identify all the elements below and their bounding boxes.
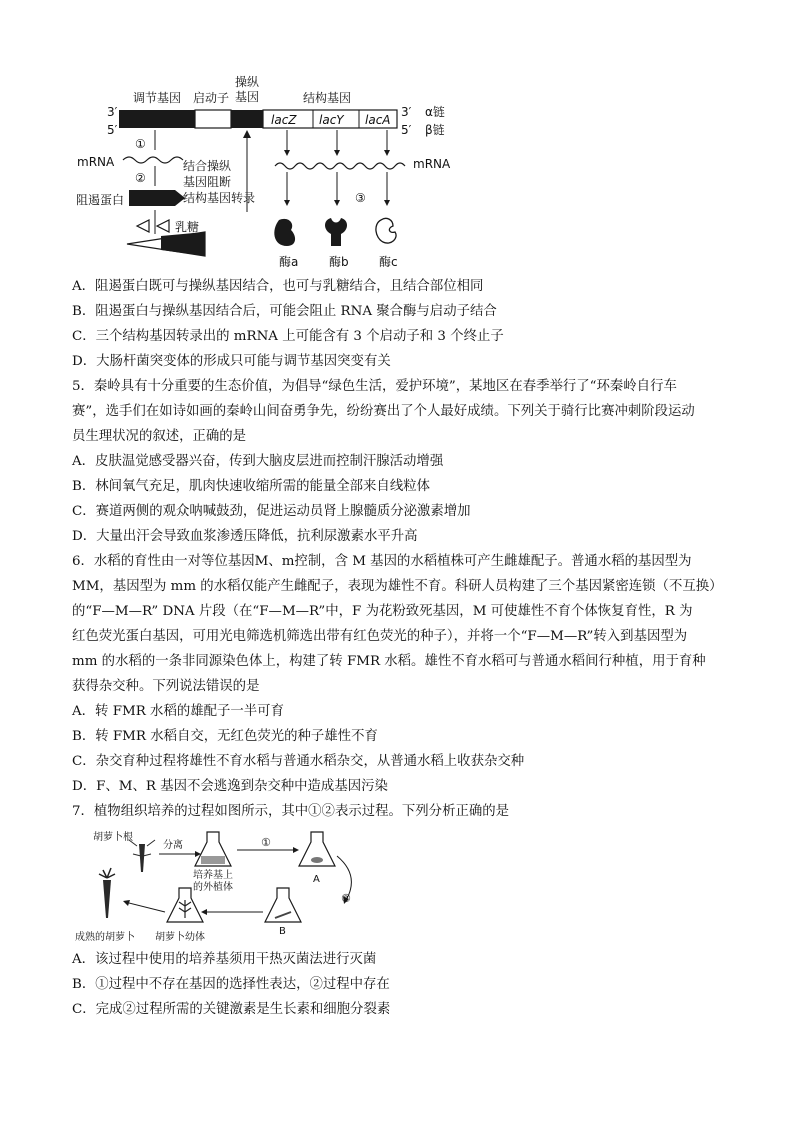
regulator-gene-label: 调节基因 <box>133 91 182 105</box>
q6-stem-line: 的“F—M—R” DNA 片段（在“F—M—R”中，F 为花粉致死基因，M 可使雄性不育个体恢复育性，R 为 <box>72 604 693 619</box>
structural-genes-label: 结构基因 <box>303 91 352 105</box>
enzyme-b-shape <box>325 218 347 246</box>
seedling-label: 胡萝卜幼体 <box>155 932 205 943</box>
repressor-shape <box>129 190 185 206</box>
q4-option-a: A．阻遏蛋白既可与操纵基因结合，也可与乳糖结合，且结合部位相同 <box>72 279 484 294</box>
lacY-label: lacY <box>319 113 344 127</box>
regulator-mrna-label: mRNA <box>77 155 115 169</box>
lac-operon-figure <box>75 74 475 274</box>
flask-b <box>265 888 301 922</box>
q6-option-b: B．转 FMR 水稻自交，无红色荧光的种子雄性不育 <box>72 729 378 744</box>
carrot-root-icon <box>139 844 145 872</box>
blocking-note-2: 基因阻断 <box>183 175 232 189</box>
explant-label-1: 培养基上 <box>193 870 233 881</box>
q6-stem-line: 获得杂交种。下列说法错误的是 <box>72 679 260 694</box>
callus-icon <box>311 857 323 863</box>
left-5prime: 5′ <box>107 123 118 137</box>
blocking-note-3: 结构基因转录 <box>183 191 256 205</box>
separate-label: 分离 <box>163 840 183 851</box>
step-1-marker: ① <box>135 137 146 151</box>
q6-stem-line: MM，基因型为 mm 的水稻仅能产生雌配子，表现为雄性不育。科研人员构建了三个基因紧密连锁（不互换） <box>72 579 723 594</box>
q6-option-c: C．杂交育种过程将雄性不育水稻与普通水稻杂交，从普通水稻上收获杂交种 <box>72 754 525 769</box>
step-3-marker: ③ <box>355 191 366 205</box>
q4-option-b: B．阻遏蛋白与操纵基因结合后，可能会阻止 RNA 聚合酶与启动子结合 <box>72 304 497 319</box>
lactose-icon <box>157 220 169 232</box>
enzyme-c-label: 酶c <box>379 255 398 269</box>
beta-chain-label: β链 <box>425 123 445 137</box>
q7-option-b: B．①过程中不存在基因的选择性表达，②过程中存在 <box>72 977 390 992</box>
q5-stem-line: 员生理状况的叙述，正确的是 <box>72 429 247 444</box>
blocking-note-1: 结合操纵 <box>183 159 232 173</box>
step-1-label: ① <box>261 836 271 849</box>
right-3prime: 3′ <box>401 105 412 119</box>
enzyme-a-shape <box>274 219 295 246</box>
operator-label-2: 基因 <box>235 90 260 104</box>
enzyme-c-shape <box>376 218 396 243</box>
q5-option-a: A．皮肤温觉感受器兴奋，传到大脑皮层进而控制汗腺活动增强 <box>72 454 444 469</box>
q5-stem-line: 5．秦岭具有十分重要的生态价值，为倡导“绿色生活，爱护环境”，某地区在春季举行了“环秦岭自行车 <box>72 379 677 394</box>
q5-stem-line: 赛”，选手们在如诗如画的秦岭山间奋勇争先，纷纷赛出了个人最好成绩。下列关于骑行比赛冲刺阶段运动 <box>72 404 695 419</box>
operator-segment <box>231 110 263 128</box>
regulator-mrna-wave <box>123 157 183 163</box>
operator-label-1: 操纵 <box>235 75 260 89</box>
q5-option-d: D．大量出汗会导致血浆渗透压降低，抗利尿激素水平升高 <box>72 529 418 544</box>
step-2-label: ② <box>341 892 351 905</box>
lactose-label: 乳糖 <box>175 220 200 234</box>
q7-option-c: C．完成②过程所需的关键激素是生长素和细胞分裂素 <box>72 1002 391 1017</box>
q6-stem-line: 6．水稻的育性由一对等位基因M、m控制，含 M 基因的水稻植株可产生雌雄配子。普通水稻的基因型为 <box>72 554 692 569</box>
structural-mrna-wave <box>275 163 405 169</box>
regulator-gene-segment <box>119 110 195 128</box>
mature-carrot-label: 成熟的胡萝卜 <box>75 932 135 943</box>
q4-option-d: D．大肠杆菌突变体的形成只可能与调节基因突变有关 <box>72 354 391 369</box>
q6-stem-line: mm 的水稻的一条非同源染色体上，构建了转 FMR 水稻。雄性不育水稻可与普通水稻间行种植，用于育种 <box>72 654 706 669</box>
right-5prime: 5′ <box>401 123 412 137</box>
enzyme-a-label: 酶a <box>279 255 299 269</box>
promoter-segment <box>195 110 231 128</box>
flask-b-label: B <box>279 926 286 937</box>
lactose-icon <box>137 220 149 232</box>
q5-option-c: C．赛道两侧的观众呐喊鼓劲，促进运动员肾上腺髓质分泌激素增加 <box>72 504 471 519</box>
q4-option-c: C．三个结构基因转录出的 mRNA 上可能含有 3 个启动子和 3 个终止子 <box>72 329 504 344</box>
mature-carrot-icon <box>103 880 111 918</box>
q6-option-d: D．F、M、R 基因不会逃逸到杂交种中造成基因污染 <box>72 779 388 794</box>
structural-mrna-label: mRNA <box>413 157 451 171</box>
left-3prime: 3′ <box>107 105 118 119</box>
carrot-root-label: 胡萝卜根 <box>93 832 133 843</box>
lacZ-label: lacZ <box>271 113 297 127</box>
repressor-label: 阻遏蛋白 <box>76 193 125 207</box>
lacA-label: lacA <box>365 113 391 127</box>
tissue-culture-figure <box>75 826 375 946</box>
q5-option-b: B．林间氧气充足，肌肉快速收缩所需的能量全部来自线粒体 <box>72 479 430 494</box>
promoter-label: 启动子 <box>193 91 230 105</box>
q7-option-a: A．该过程中使用的培养基须用干热灭菌法进行灭菌 <box>72 952 377 967</box>
mature-carrot-leaves <box>99 868 115 878</box>
step-2-marker: ② <box>135 171 146 185</box>
q7-stem: 7．植物组织培养的过程如图所示，其中①②表示过程。下列分析正确的是 <box>72 804 510 819</box>
explant-label-2: 的外植体 <box>193 882 233 893</box>
alpha-chain-label: α链 <box>425 105 445 119</box>
q6-option-a: A．转 FMR 水稻的雄配子一半可育 <box>72 704 284 719</box>
enzyme-b-label: 酶b <box>329 255 349 269</box>
flask-a-label: A <box>313 874 320 885</box>
q6-stem-line: 红色荧光蛋白基因，可用光电筛选机筛选出带有红色荧光的种子），并将一个“F—M—R”转入到基因型为 <box>72 629 688 644</box>
